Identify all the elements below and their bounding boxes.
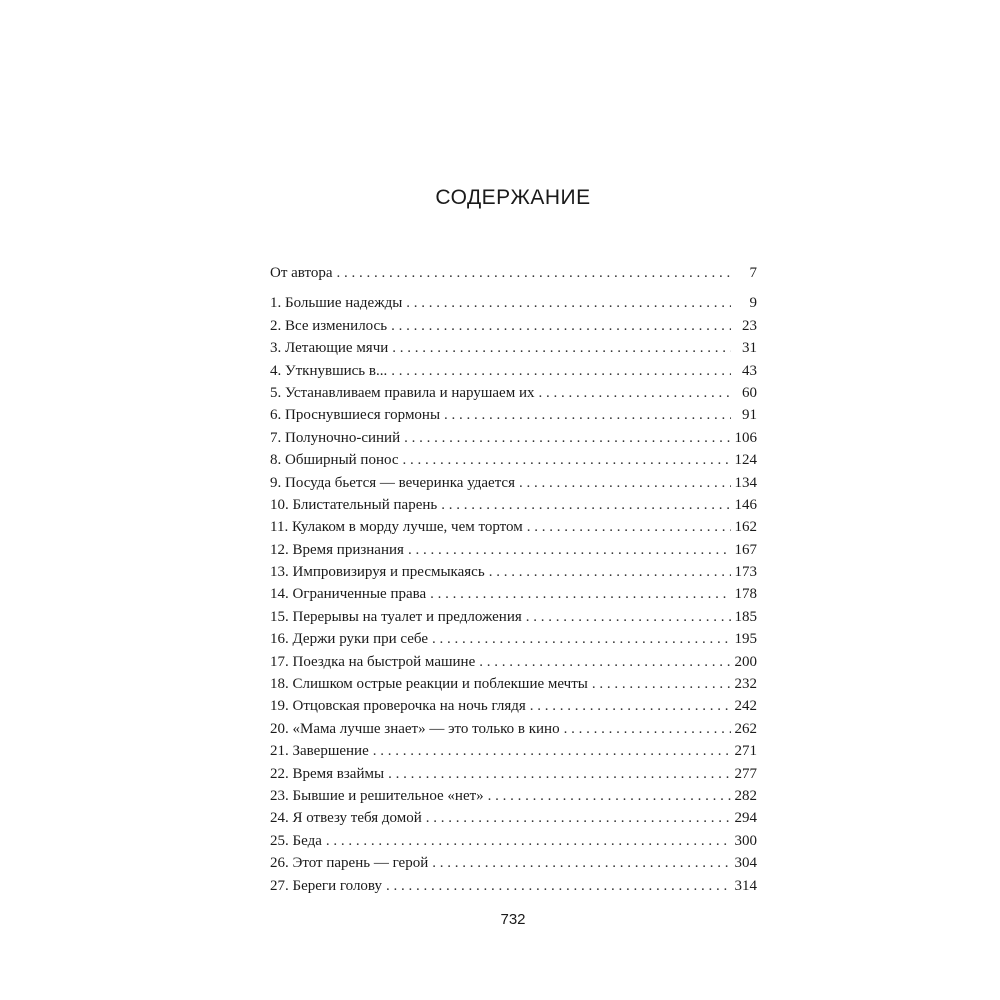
toc-entry-page: 271 [734, 743, 757, 760]
toc-entry [270, 651, 757, 673]
toc-entry-label: 22. Время взаймы [270, 765, 385, 782]
toc-entry-page: 262 [734, 720, 757, 737]
toc-entry [270, 763, 757, 785]
toc-entry-label: 8. Обширный понос [270, 452, 399, 469]
dot-leader [432, 852, 730, 874]
toc-entry [270, 628, 757, 650]
toc-entry [270, 337, 757, 359]
dot-leader [337, 262, 731, 284]
dot-leader [408, 539, 731, 561]
dot-leader [564, 718, 731, 740]
dot-leader [391, 360, 731, 382]
dot-leader [403, 449, 731, 471]
toc-entry [270, 830, 757, 852]
toc-entry-label: 12. Время признания [270, 541, 404, 558]
toc-entry-page: 9 [749, 295, 757, 312]
toc-entry [270, 695, 757, 717]
toc-entry-label: 2. Все изменилось [270, 317, 388, 334]
toc-entry-label: 9. Посуда бьется — вечеринка удается [270, 474, 515, 491]
dot-leader [426, 807, 731, 829]
chapter-list [270, 292, 757, 897]
dot-leader [391, 315, 731, 337]
toc-entry-page: 185 [734, 608, 757, 625]
toc-entry-label: 17. Поездка на быстрой машине [270, 653, 476, 670]
toc-entry-label: 10. Блистательный парень [270, 496, 438, 513]
toc-entry [270, 360, 757, 382]
toc-entry-page: 146 [734, 496, 757, 513]
toc-entry-page: 31 [742, 340, 757, 357]
toc-entry-page: 242 [734, 698, 757, 715]
toc-entry [270, 606, 757, 628]
dot-leader [539, 382, 732, 404]
toc-entry-label: 14. Ограниченные права [270, 586, 427, 603]
dot-leader [373, 740, 731, 762]
toc-entry-label: 3. Летающие мячи [270, 340, 389, 357]
dot-leader [388, 763, 730, 785]
toc-entry [270, 807, 757, 829]
toc-entry-page: 277 [734, 765, 757, 782]
dot-leader [406, 292, 731, 314]
toc-entry-page: 300 [734, 832, 757, 849]
toc-entry-label: 5. Устанавливаем правила и нарушаем их [270, 384, 535, 401]
toc-entry-preface [270, 262, 757, 284]
toc-entry-page: 43 [742, 362, 757, 379]
toc-entry-label: 4. Уткнувшись в... [270, 362, 388, 379]
toc-entry-page: 91 [742, 407, 757, 424]
toc-entry [270, 539, 757, 561]
toc-entry [270, 785, 757, 807]
toc-entry-page: 7 [749, 265, 757, 281]
dot-leader [444, 404, 731, 426]
toc-entry-page: 173 [734, 564, 757, 581]
toc-entry-label: 11. Кулаком в морду лучше, чем тортом [270, 519, 523, 536]
toc-entry-page: 167 [734, 541, 757, 558]
toc-entry [270, 561, 757, 583]
dot-leader [479, 651, 730, 673]
toc-entry [270, 494, 757, 516]
toc-entry-label: 19. Отцовская проверочка на ночь глядя [270, 698, 526, 715]
toc-entry-page: 200 [734, 653, 757, 670]
dot-leader [530, 695, 731, 717]
toc-entry [270, 673, 757, 695]
toc-entry [270, 427, 757, 449]
toc-entry-label: 20. «Мама лучше знает» — это только в кино [270, 720, 560, 737]
toc-entry [270, 382, 757, 404]
toc-entry-label: 23. Бывшие и решительное «нет» [270, 787, 484, 804]
dot-leader [404, 427, 730, 449]
toc-entry-page: 162 [734, 519, 757, 536]
toc-entry [270, 718, 757, 740]
dot-leader [489, 561, 731, 583]
dot-leader [527, 516, 731, 538]
toc-entry-label: 26. Этот парень — герой [270, 855, 429, 872]
dot-leader [326, 830, 731, 852]
toc-entry-page: 23 [742, 317, 757, 334]
toc-entry-label: От автора [270, 265, 333, 281]
dot-leader [441, 494, 730, 516]
toc-entry-label: 1. Большие надежды [270, 295, 403, 312]
dot-leader [526, 606, 731, 628]
toc-entry [270, 875, 757, 897]
toc-entry-label: 13. Импровизируя и пресмыкаясь [270, 564, 485, 581]
toc-entry-page: 304 [734, 855, 757, 872]
toc-entry-page: 195 [734, 631, 757, 648]
toc-entry-page: 124 [734, 452, 757, 469]
dot-leader [392, 337, 731, 359]
dot-leader [519, 472, 731, 494]
dot-leader [386, 875, 731, 897]
dot-leader [432, 628, 731, 650]
toc-entry-label: 16. Держи руки при себе [270, 631, 428, 648]
toc-entry-label: 6. Проснувшиеся гормоны [270, 407, 441, 424]
toc-entry-label: 18. Слишком острые реакции и поблекшие мечты [270, 676, 588, 693]
toc-entry-label: 24. Я отвезу тебя домой [270, 810, 422, 827]
dot-leader [488, 785, 731, 807]
toc-entry [270, 449, 757, 471]
toc-entry-label: 7. Полуночно-синий [270, 429, 401, 446]
toc-entry-page: 134 [734, 474, 757, 491]
toc-entry-page: 282 [734, 787, 757, 804]
dot-leader [592, 673, 731, 695]
table-of-contents [270, 262, 757, 897]
page-title: СОДЕРЖАНИЕ [435, 186, 591, 209]
toc-entry-page: 60 [742, 384, 757, 401]
toc-entry [270, 404, 757, 426]
toc-entry [270, 292, 757, 314]
toc-entry [270, 315, 757, 337]
toc-entry-page: 294 [734, 810, 757, 827]
toc-entry [270, 516, 757, 538]
toc-entry [270, 472, 757, 494]
toc-entry-page: 232 [734, 676, 757, 693]
toc-entry [270, 740, 757, 762]
toc-entry-label: 21. Завершение [270, 743, 369, 760]
toc-entry-page: 314 [734, 877, 757, 894]
toc-entry-page: 178 [734, 586, 757, 603]
dot-leader [430, 583, 730, 605]
page-number: 732 [500, 911, 526, 928]
toc-entry [270, 583, 757, 605]
toc-entry-label: 25. Беда [270, 832, 322, 849]
toc-entry-label: 27. Береги голову [270, 877, 382, 894]
toc-entry [270, 852, 757, 874]
toc-entry-label: 15. Перерывы на туалет и предложения [270, 608, 522, 625]
toc-entry-page: 106 [734, 429, 757, 446]
